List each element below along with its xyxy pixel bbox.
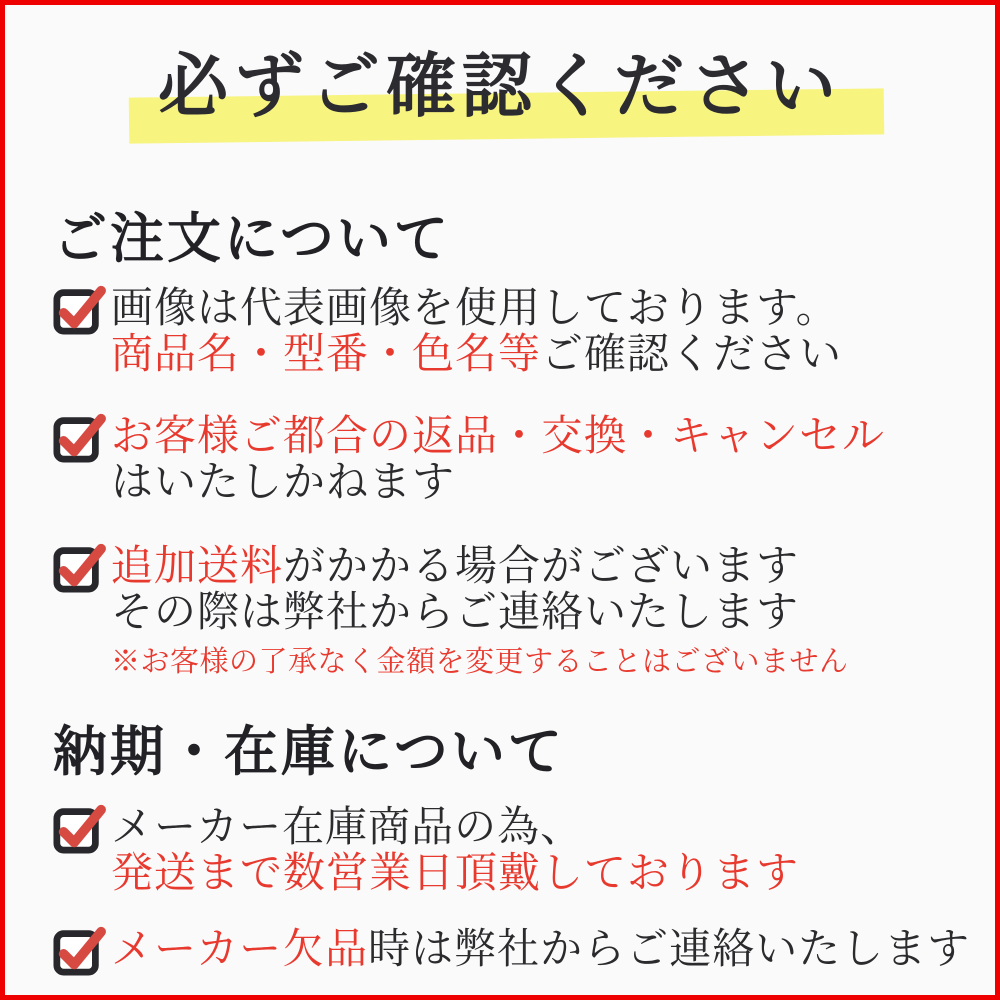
notice-item-text [111,543,849,690]
text-segment: 時は弊社からご連絡いたします [368,924,971,974]
text-line [111,543,849,589]
notice-item-text [111,804,799,896]
checked-checkbox-icon [53,924,105,976]
checked-checkbox-icon [53,802,105,854]
notice-item-text [111,285,842,377]
text-line [111,850,799,896]
notice-item-extra-shipping [53,543,947,690]
notice-item-text [111,413,885,505]
text-segment-accent: メーカー欠品 [111,924,369,974]
notice-item-text [111,926,970,972]
text-segment: その際は弊社からご連絡いたします [111,587,800,637]
checked-checkbox-icon [53,541,105,593]
text-segment-accent: 商品名・型番・色名等 [111,329,542,379]
notice-item-maker-shortage [53,924,971,976]
page-title: 必ずご確認ください [158,44,842,127]
text-line [111,459,885,505]
checked-checkbox-icon [53,283,105,335]
text-line [111,331,842,377]
text-line [111,413,885,459]
text-segment-accent: お客様ご都合の返品・交換・キャンセル [111,411,886,461]
text-segment: メーカー在庫商品の為、 [111,802,584,852]
text-segment: ご確認ください [541,329,843,379]
text-line [111,804,799,850]
text-line [111,589,849,635]
section-heading-stock: 納期・在庫について [53,719,565,784]
text-segment-note: ※お客様の了承なく金額を変更することはございません [111,644,849,679]
page-title-block [53,44,947,143]
text-segment: はいたしかねます [111,457,456,507]
text-segment: 画像は代表画像を使用しております。 [111,283,839,333]
section-heading-orders: ご注文について [53,206,451,270]
text-segment-accent: 発送まで数営業日頂戴しております [111,848,800,898]
notice-item-returns [53,413,947,505]
text-line-note [111,644,849,690]
text-line [111,926,970,972]
checked-checkbox-icon [53,411,105,463]
notice-item-representative-image [53,285,947,377]
text-segment: がかかる場合がございます [283,541,800,591]
notice-item-maker-stock [53,804,947,896]
text-segment-accent: 追加送料 [111,541,284,591]
text-line [111,285,842,331]
